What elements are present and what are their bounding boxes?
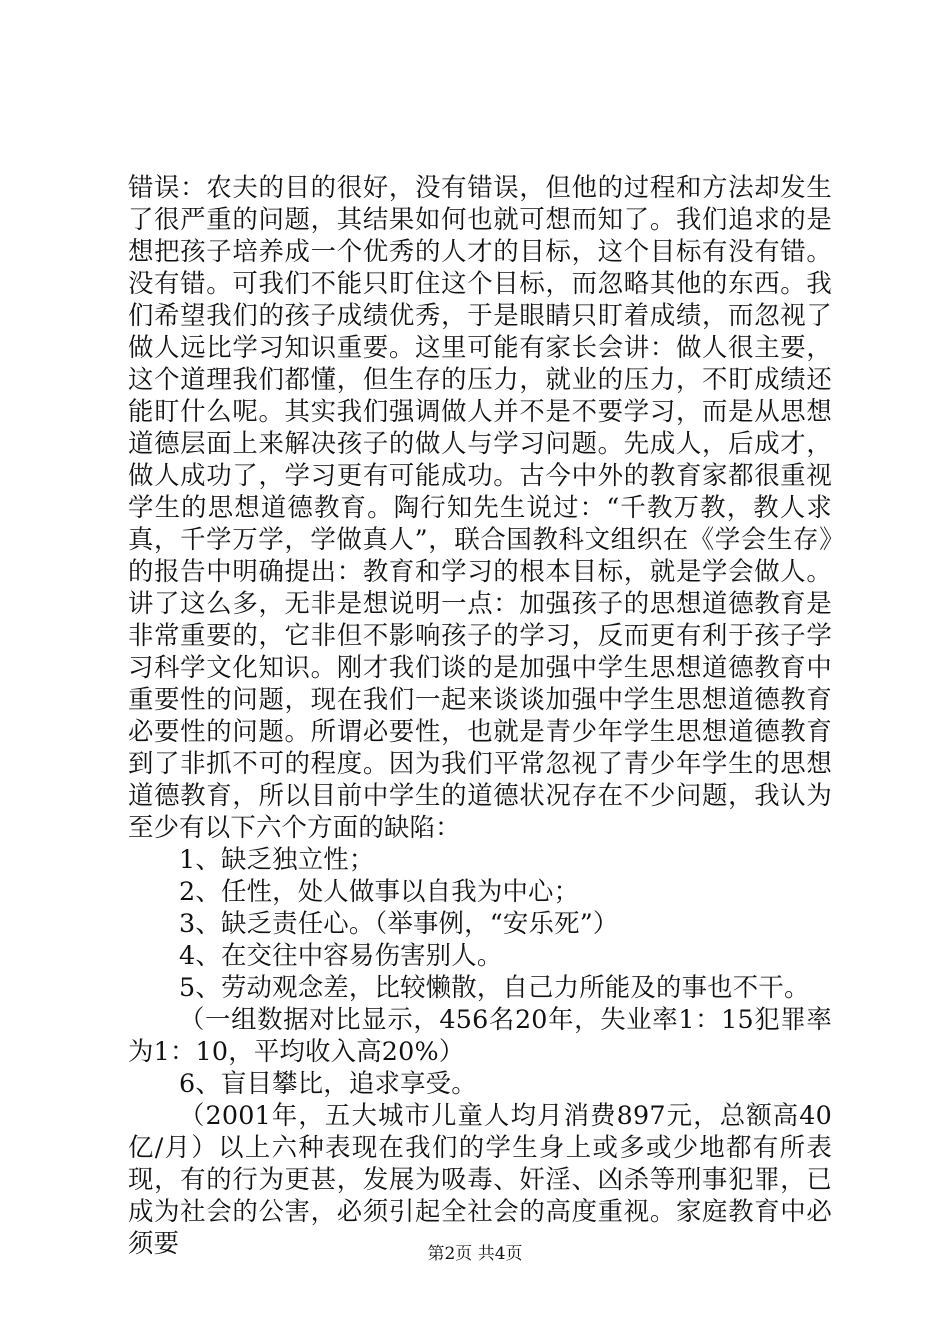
- page-footer: 第2页 共4页: [427, 1244, 523, 1264]
- paragraph-intro: 错误：农夫的目的很好，没有错误，但他的过程和方法却发生了很严重的问题，其结果如何也就可想而知了。我们追求的是想把孩子培养成一个优秀的人才的目标，这个目标有没有错。没有错。可我们不能只盯住这个目标，而忽略其他的东西。我们希望我们的孩子成绩优秀，于是眼睛只盯着成绩，而忽视了做人远比学习知识重要。这里可能有家长会讲：做人很主要，这个道理我们都懂，但生存的压力，就业的压力，不盯成绩还能盯什么呢。其实我们强调做人并不是不要学习，而是从思想道德层面上来解决孩子的做人与学习问题。先成人，后成才，做人成功了，学习更有可能成功。古今中外的教育家都很重视学生的思想道德教育。陶行知先生说过：“千教万教，教人求真，千学万学，学做真人”，联合国教科文组织在《学会生存》的报告中明确提出：教育和学习的根本目标，就是学会做人。讲了这么多，无非是想说明一点：加强孩子的思想道德教育是非常重要的，它非但不影响孩子的学习，反而更有利于孩子学习科学文化知识。刚才我们谈的是加强中学生思想道德教育中重要性的问题，现在我们一起来谈谈加强中学生思想道德教育必要性的问题。所谓必要性，也就是青少年学生思想道德教育到了非抓不可的程度。因为我们平常忽视了青少年学生的思想道德教育，所以目前中学生的道德状况存在不少问题，我认为至少有以下六个方面的缺陷：: [128, 172, 832, 842]
- list-item-2: 2、任性，处人做事以自我为中心；: [179, 876, 580, 906]
- list-item-5: 5、劳动观念差，比较懒散，自己力所能及的事也不干。: [179, 972, 810, 1002]
- list-item-3: 3、缺乏责任心。（举事例，“安乐死”）: [179, 908, 619, 938]
- data-note-paragraph: （一组数据对比显示，456名20年，失业率1：15犯罪率为1：10，平均收入高20%）: [128, 1004, 832, 1066]
- list-item-6: 6、盲目攀比，追求享受。: [179, 1068, 477, 1098]
- closing-paragraph: （2001年，五大城市儿童人均月消费897元，总额高40亿/月）以上六种表现在我们的学生身上或多或少地都有所表现，有的行为更甚，发展为吸毒、奸淫、凶杀等刑事犯罪，已成为社会的公害，必须引起全社会的高度重视。家庭教育中必须要: [128, 1100, 832, 1258]
- list-item-4: 4、在交往中容易伤害别人。: [179, 940, 503, 970]
- document-body: [128, 171, 832, 1259]
- list-item-1: 1、缺乏独立性；: [179, 844, 375, 874]
